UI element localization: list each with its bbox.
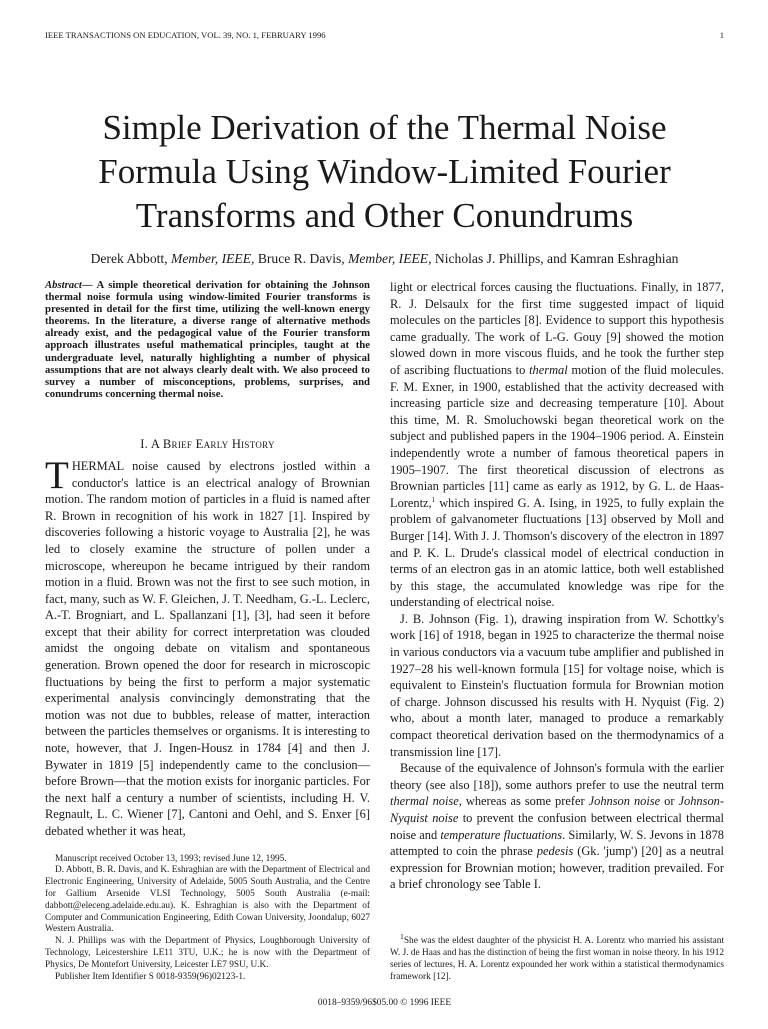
paragraph — [45, 453, 370, 840]
author-role: Member, IEEE, — [348, 251, 432, 266]
paragraph — [390, 760, 724, 893]
title-line: Formula Using Window-Limited Fourier — [98, 152, 671, 191]
emphasis-text: pedesis — [536, 844, 574, 859]
footnote — [390, 931, 724, 983]
footnote: Publisher Item Identifier S 0018-9359(96)02123-1. — [55, 971, 246, 982]
title-line: Simple Derivation of the Thermal Noise — [102, 108, 667, 147]
footnote-mark: 1 — [400, 932, 404, 942]
footnote-ref: 1 — [431, 495, 436, 504]
emphasis-text: Johnson-Nyquist noise — [390, 794, 724, 825]
two-column-body — [45, 279, 724, 983]
page-header — [45, 30, 724, 41]
author-name: Derek Abbott, — [90, 251, 168, 266]
paragraph-text: J. B. Johnson (Fig. 1), drawing inspiration from W. Schottky's work [16] of 1918, began in 1925 to characterize the thermal noise in various conductors via a vacuum tube amplifier and published in 1927–28 his well-known formula [15] for voltage noise, which is equivalent to Einstein's fluctuation formula for Brownian motion of charge. Johnson discussed his results with H. Nyquist (Fig. 2) who, about a month later, managed to produce a remarkably compact theoretical derivation based on the thermodynamics of a transmission line [17]. — [390, 611, 724, 759]
author-role: Member, IEEE, — [171, 251, 255, 266]
footnote: N. J. Phillips was with the Department of Physics, Loughborough University of Technology, Leicestershire LE11 3TU, U.K.; he is now with the Department of Physics, De Montefort University, Leicester LE7 9SU, U.K. — [45, 936, 370, 970]
footnote: D. Abbott, B. R. Davis, and K. Eshraghian are with the Department of Electrical and Electronic Engineering, University of Adelaide, 5005 South Australia, and the Centre for Gallium Arsenide VLSI Technology, 5005 South Australia (e-mail: dabbott@eleceng.adelaide.edu.au). K. Eshraghian is also with the Department of Computer and Communication Engineering, Edith Cowan University, Joondalup, 6027 Western Australia. — [45, 865, 370, 935]
right-column-body — [390, 279, 724, 893]
emphasis-text: thermal — [529, 362, 568, 377]
paragraph-text: or — [660, 794, 679, 809]
paragraph-text: (Gk. 'jump') [20] as a neutral expression for Brownian motion; however, tradition prevailed. For a brief chronology see Table I. — [390, 844, 724, 892]
abstract — [45, 279, 370, 400]
author-name: Nicholas J. Phillips, and Kamran Eshraghian — [434, 251, 679, 266]
right-footnote — [390, 917, 724, 983]
paragraph — [390, 279, 724, 611]
paragraph-text: , whereas as some prefer — [458, 794, 589, 809]
drop-cap: T — [45, 453, 69, 497]
page-number: 1 — [719, 30, 724, 40]
left-footnotes — [45, 840, 370, 984]
paragraph-text: light or electrical forces causing the fluctuations. Finally, in 1877, R. J. Delsaulx for the first time suggested impact of liquid molecules on the particles [8]. Evidence to support this hypothesis came gradually. The work of L-G. Gouy [9] showed the motion slowed down in more viscous fluids, and he took the further step of ascribing fluctuations to — [390, 280, 724, 377]
paper-title — [45, 106, 724, 238]
left-column — [45, 279, 370, 983]
footnote-text: She was the eldest daughter of the physicist H. A. Lorentz who married his assistant W. J. de Haas and has the distinction of being the first woman in noise theory. In his 1912 series of lectures, H. A. Lorentz expounded her work within a statistical thermodynamics framework [12]. — [390, 936, 724, 982]
emphasis-text: thermal noise — [390, 794, 459, 809]
section-heading: I. A Brief Early History — [140, 436, 275, 451]
emphasis-text: Johnson noise — [588, 794, 661, 809]
paragraph-text: to prevent the confusion between electrical thermal noise and — [390, 811, 724, 842]
running-header: IEEE TRANSACTIONS ON EDUCATION, VOL. 39, NO. 1, FEBRUARY 1996 — [45, 30, 326, 40]
paragraph-text: which inspired G. A. Ising, in 1925, to fully explain the problem of galvanometer fluctuations [13] observed by Moll and Burger [14]. With J. J. Thomson's discovery of the electron in 1897 and P. K. L. Drude's classical model of electrical conduction in terms of an electron gas in an atomic lattice, both well established by this stage, the accumulated knowledge was ripe for the understanding of electrical noise. — [390, 495, 724, 610]
abstract-text: A simple theoretical derivation for obtaining the Johnson thermal noise formula using window-limited Fourier transforms is presented in detail for the first time, utilizing the well-known energy theorems. In the literature, a diverse range of alternative methods already exist, and the pedagogical value of the Fourier transform approach illustrates useful mathematical principles, taught at the undergraduate level, naturally highlighting a number of physical assumptions that are not always clearly dealt with. We also proceed to survey a number of misconceptions, problems, surprises, and conundrums concerning thermal noise. — [45, 279, 370, 400]
abstract-label: Abstract— — [45, 279, 93, 291]
paragraph-text: Because of the equivalence of Johnson's formula with the earlier theory (see also [18]), some authors prefer to use the neutral term — [390, 761, 724, 792]
emphasis-text: temperature fluctuations — [440, 827, 563, 842]
left-column-body — [45, 453, 370, 840]
paragraph — [390, 611, 724, 760]
author-name: Bruce R. Davis, — [257, 251, 345, 266]
author-list — [45, 250, 724, 267]
paragraph-text: . Similarly, W. S. Jevons in 1878 attempted to coin the phrase — [390, 827, 724, 859]
copyright-footer: 0018–9359/96$05.00 © 1996 IEEE — [317, 998, 452, 1009]
title-line: Transforms and Other Conundrums — [135, 196, 634, 235]
paragraph-text: HERMAL noise caused by electrons jostled within a conductor's lattice is an electrical analogy of Brownian motion. The random motion of particles in a fluid is named after R. Brown in recognition of his work in 1827 [1]. Inspired by discoveries following a historic voyage to Australia [2], he was led to closely examine the structure of pollen under a microscope, whereupon he became intrigued by their random motion in a fluid. Brown was not the first to see such motion, in fact, many, such as W. F. Gleichen, J. T. Needham, G.-L. Leclerc, A.-T. Brogniart, and L. Spallanzani [1], [3], had seen it before except that their ability for correct interpretation was clouded amidst the ongoing debate on vitalism and spontaneous generation. Brown opened the door for research in microscopic fluctuations by being the first to perform a major systematic experimental analysis convincingly demonstrating that the motion was not due to bubbles, release of matter, interaction between the particles themselves or organisms. It is interesting to note, however, that J. Ingen-Housz in 1784 [4] and then J. Bywater in 1819 [5] independently came to the conclusion—before Brown—that the motion exists for inorganic particles. For the next half a century a number of scientists, including H. V. Regnault, L. C. Wiener [7], Cantoni and Oehl, and S. Enxer [6] debated whether it was heat, — [45, 458, 370, 838]
footnote: Manuscript received October 13, 1993; revised June 12, 1995. — [55, 853, 287, 864]
paragraph-text: motion of the fluid molecules. F. M. Exner, in 1900, established that the activity decreased with increasing particle size and decreasing temperature [10]. About this time, M. R. Smoluchowski began theoretical work on the subject and published papers in the 1904–1906 period. A. Einstein independently wrote a number of famous theoretical papers in 1905–1907. The first theoretical discussion of electrons as Brownian particles [11] came as early as 1912, by G. L. de Haas-Lorentz, — [390, 362, 724, 510]
right-column — [390, 279, 724, 983]
